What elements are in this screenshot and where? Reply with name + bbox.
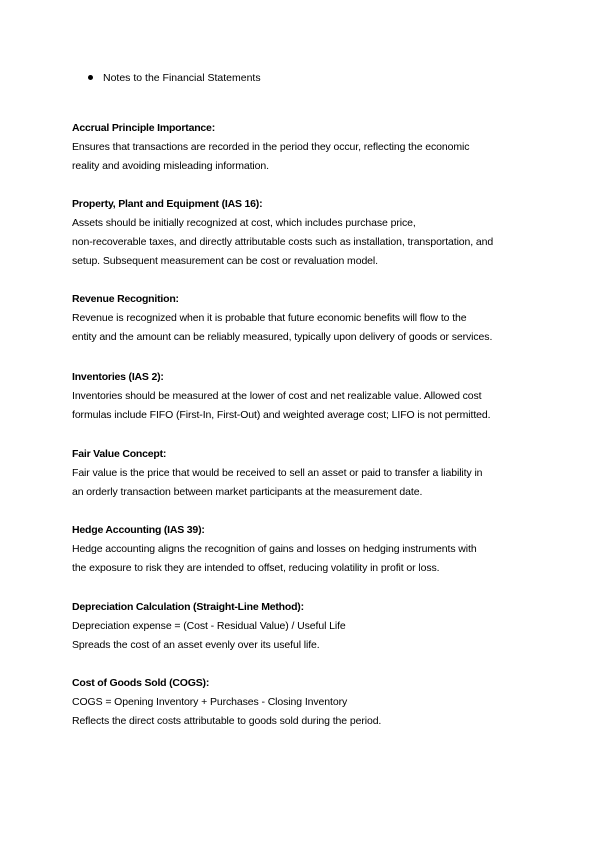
section-line: entity and the amount can be reliably measured, typically upon delivery of goods or services. [72, 331, 493, 343]
section-hedge [72, 521, 542, 578]
section-line: an orderly transaction between market participants at the measurement date. [72, 486, 423, 498]
section-heading: Depreciation Calculation (Straight-Line Method): [72, 601, 304, 613]
section-line: Spreads the cost of an asset evenly over its useful life. [72, 639, 320, 651]
section-line: the exposure to risk they are intended to offset, reducing volatility in profit or loss. [72, 562, 440, 574]
section-line: setup. Subsequent measurement can be cost or revaluation model. [72, 255, 378, 267]
section-line: COGS = Opening Inventory + Purchases - Closing Inventory [72, 696, 348, 708]
section-inventories [72, 368, 542, 425]
section-line: Revenue is recognized when it is probable that future economic benefits will flow to the [72, 312, 467, 324]
section-line: formulas include FIFO (First-In, First-Out) and weighted average cost; LIFO is not permitted. [72, 409, 491, 421]
section-heading: Property, Plant and Equipment (IAS 16): [72, 198, 263, 210]
section-accrual [72, 119, 542, 176]
bullet-dot-icon [88, 75, 93, 80]
section-heading: Cost of Goods Sold (COGS): [72, 677, 210, 689]
bullet-text: Notes to the Financial Statements [103, 72, 261, 84]
section-heading: Hedge Accounting (IAS 39): [72, 524, 205, 536]
section-line: Reflects the direct costs attributable to goods sold during the period. [72, 715, 382, 727]
section-heading: Inventories (IAS 2): [72, 371, 164, 383]
section-line: Hedge accounting aligns the recognition of gains and losses on hedging instruments with [72, 543, 477, 555]
section-line: Assets should be initially recognized at cost, which includes purchase price, [72, 217, 416, 229]
section-line: Fair value is the price that would be received to sell an asset or paid to transfer a liability in [72, 467, 483, 479]
section-line: non-recoverable taxes, and directly attributable costs such as installation, transportation, and [72, 236, 494, 248]
section-line: Depreciation expense = (Cost - Residual Value) / Useful Life [72, 620, 346, 632]
section-heading: Accrual Principle Importance: [72, 122, 215, 134]
section-revenue [72, 290, 542, 347]
section-ppe [72, 195, 542, 271]
section-depreciation [72, 598, 542, 655]
section-line: reality and avoiding misleading information. [72, 160, 269, 172]
section-heading: Revenue Recognition: [72, 293, 179, 305]
bullet-item [88, 71, 261, 85]
section-line: Ensures that transactions are recorded in the period they occur, reflecting the economic [72, 141, 470, 153]
section-heading: Fair Value Concept: [72, 448, 167, 460]
section-line: Inventories should be measured at the lower of cost and net realizable value. Allowed cost [72, 390, 482, 402]
section-cogs [72, 674, 542, 731]
section-fair-value [72, 445, 542, 502]
